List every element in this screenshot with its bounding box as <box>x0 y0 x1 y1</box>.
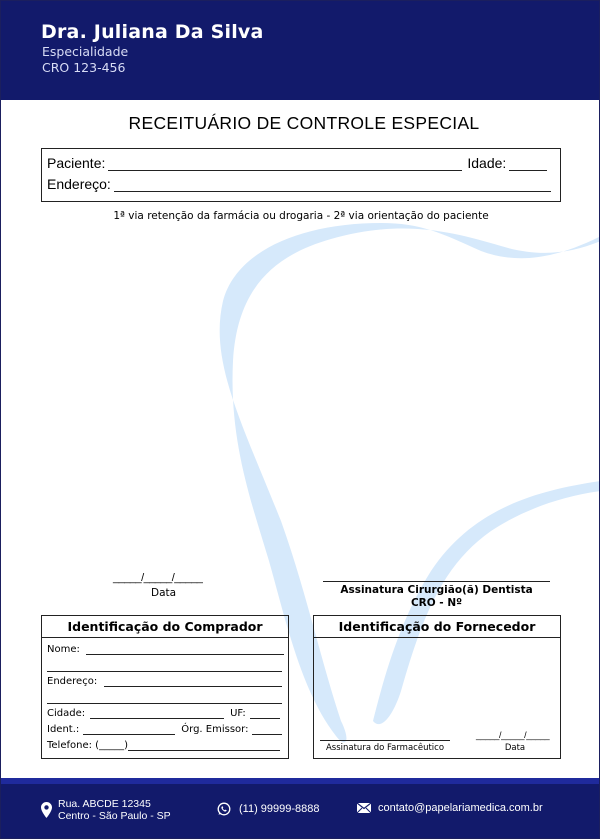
doctor-specialty: Especialidade <box>42 44 129 59</box>
address-line-2: Centro - São Paulo - SP <box>58 810 171 822</box>
buyer-phone-row <box>47 740 280 751</box>
email-text[interactable]: contato@papelariamedica.com.br <box>378 802 543 814</box>
whatsapp-icon <box>217 802 231 816</box>
doctor-name: Dra. Juliana Da Silva <box>41 21 264 43</box>
patient-row <box>47 155 547 171</box>
doctor-cro: CRO 123-456 <box>42 60 126 75</box>
patient-name-field[interactable] <box>108 158 462 171</box>
buyer-phone-label: Telefone: (_____) <box>47 740 128 751</box>
footer-email <box>357 802 543 814</box>
buyer-address-field-2[interactable] <box>47 694 282 704</box>
date-field[interactable]: _____/_____/_____ <box>113 572 203 584</box>
signature-cro: CRO - Nº <box>410 597 463 609</box>
address-line-1: Rua. ABCDE 12345 <box>58 798 151 810</box>
footer-stripe <box>1 778 600 784</box>
supplier-title: Identificação do Fornecedor <box>314 616 560 638</box>
buyer-name-row <box>47 644 284 655</box>
document-title: RECEITUÁRIO DE CONTROLE ESPECIAL <box>128 113 480 133</box>
age-field[interactable] <box>509 158 547 171</box>
buyer-ident-label: Ident.: <box>47 724 80 735</box>
footer-address <box>41 798 171 822</box>
buyer-box <box>41 615 289 759</box>
buyer-phone-field[interactable] <box>128 741 280 751</box>
date-label: Data <box>151 587 177 599</box>
footer-banner <box>1 778 600 839</box>
envelope-icon <box>357 803 371 813</box>
phone-text: (11) 99999-8888 <box>239 803 320 815</box>
buyer-uf-label: UF: <box>230 708 246 719</box>
buyer-org-label: Órg. Emissor: <box>181 724 249 735</box>
buyer-city-row <box>47 708 280 719</box>
pharmacist-signature-line[interactable] <box>320 740 450 741</box>
buyer-name-field[interactable] <box>86 645 284 655</box>
buyer-address-row <box>47 676 282 687</box>
buyer-name-field-2[interactable] <box>47 662 282 672</box>
signature-caption <box>323 584 550 610</box>
address-field[interactable] <box>114 179 551 192</box>
buyer-address-label: Endereço: <box>47 676 98 687</box>
footer-phone <box>217 802 320 816</box>
header-banner <box>1 1 600 100</box>
buyer-name-row-2 <box>47 662 282 672</box>
age-label: Idade: <box>467 155 507 171</box>
address-text <box>58 798 171 822</box>
signature-title: Assinatura Cirurgião(ã) Dentista <box>340 584 533 596</box>
buyer-ident-field[interactable] <box>83 725 175 735</box>
supplier-date-field[interactable]: _____/_____/_____ <box>476 730 550 740</box>
address-label: Endereço: <box>47 176 111 192</box>
patient-box <box>41 148 561 202</box>
buyer-city-field[interactable] <box>90 709 224 719</box>
vias-note: 1ª via retenção da farmácia ou drogaria - 2ª via orientação do paciente <box>113 210 489 222</box>
patient-label: Paciente: <box>47 155 106 171</box>
buyer-ident-row <box>47 724 282 735</box>
pharmacist-signature-label: Assinatura do Farmacêutico <box>325 743 445 753</box>
buyer-address-field[interactable] <box>104 677 282 687</box>
buyer-uf-field[interactable] <box>250 709 280 719</box>
signature-line[interactable] <box>323 581 550 582</box>
buyer-city-label: Cidade: <box>47 708 86 719</box>
supplier-date-label: Data <box>504 743 526 753</box>
buyer-name-label: Nome: <box>47 644 80 655</box>
buyer-title: Identificação do Comprador <box>42 616 288 638</box>
supplier-box <box>313 615 561 759</box>
buyer-address-row-2 <box>47 694 282 704</box>
buyer-org-field[interactable] <box>252 725 282 735</box>
address-row <box>47 176 551 192</box>
location-pin-icon <box>41 802 52 818</box>
